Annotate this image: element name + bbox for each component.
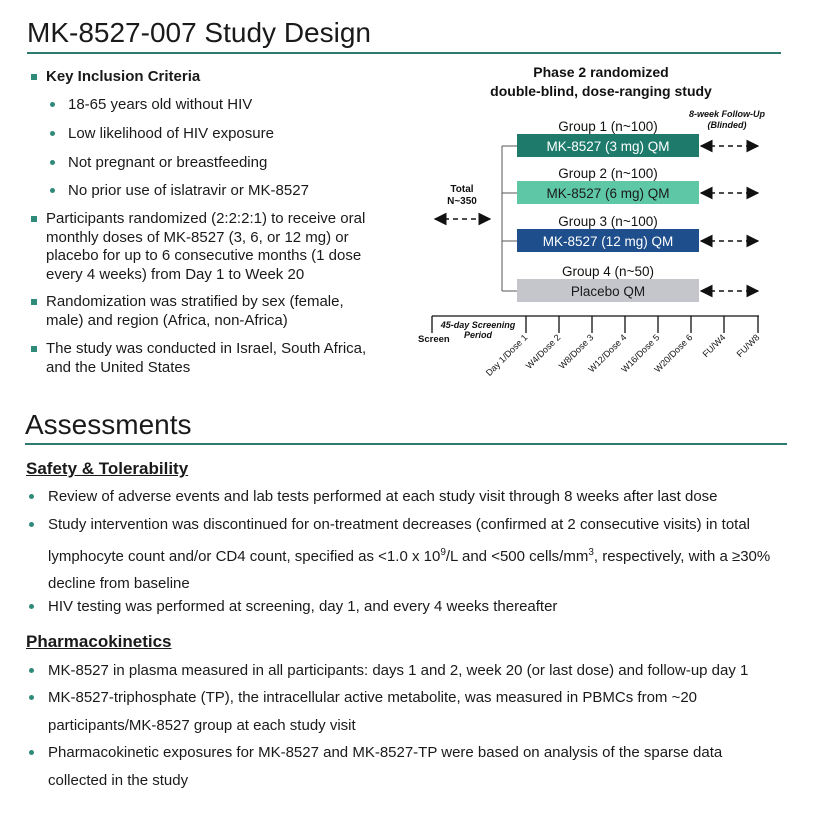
timeline-label: W12/Dose 4 (586, 332, 629, 375)
timeline-label: W20/Dose 6 (652, 332, 695, 375)
screen-label: Screen (418, 334, 450, 345)
bullet-dot (29, 494, 34, 499)
bullet-dot (29, 668, 34, 673)
pk-item: MK-8527-triphosphate (TP), the intracellular active metabolite, was measured in PBMCs from ~20 participants/MK-8527 group at each study visit (48, 689, 698, 734)
group-arm-label: Placebo QM (570, 284, 646, 299)
diagram-heading-line1: Phase 2 randomized (533, 64, 669, 80)
safety-item-text: Study intervention was discontinued for on-treatment decreases (confirmed at 2 consecutive visits) in total lymphocyte count and/or CD4 count, specified as <1.0 x 10 (48, 516, 751, 565)
timeline-label: W8/Dose 3 (556, 332, 596, 371)
bullet-dot (29, 604, 34, 609)
assessments-heading: Assessments (25, 409, 192, 440)
design-bullet-randomization: Participants randomized (2:2:2:1) to receive oral monthly doses of MK-8527 (3, 6, or 12 mg) or placebo for up to 6 consecutive months (1 dose every 4 weeks) from Day 1 to Week 20 (46, 210, 366, 283)
timeline-label: W16/Dose 5 (619, 332, 662, 375)
timeline-label: Day 1/Dose 1 (483, 332, 530, 378)
group-label: Group 4 (n~50) (562, 264, 654, 279)
diagram-heading-line2: double-blind, dose-ranging study (490, 83, 712, 99)
inclusion-item: Low likelihood of HIV exposure (68, 125, 274, 142)
pk-item: MK-8527 in plasma measured in all participants: days 1 and 2, week 20 (or last dose) and follow-up day 1 (48, 662, 749, 679)
study-design-diagram (0, 0, 820, 400)
group-label: Group 2 (n~100) (558, 166, 658, 181)
followup-label-line2: (Blinded) (707, 120, 747, 130)
page-title: MK-8527-007 Study Design (27, 17, 371, 48)
inclusion-item: 18-65 years old without HIV (68, 96, 253, 113)
inclusion-item: No prior use of islatravir or MK-8527 (68, 182, 309, 199)
design-bullet-stratification: Randomization was stratified by sex (female, male) and region (Africa, non-Africa) (46, 293, 344, 329)
assessments-divider (25, 443, 787, 445)
safety-item-discontinuation (48, 511, 803, 598)
timeline-label: FU/W4 (700, 332, 728, 360)
timeline-label: FU/W8 (734, 332, 762, 360)
total-label-line2: N~350 (447, 196, 477, 207)
inclusion-heading: Key Inclusion Criteria (46, 68, 201, 85)
bullet-dot (29, 695, 34, 700)
followup-label-line1: 8-week Follow-Up (688, 109, 766, 119)
screening-period-line1: 45-day Screening (440, 320, 516, 330)
total-label-line1: Total (450, 184, 474, 195)
pk-heading: Pharmacokinetics (26, 632, 172, 651)
timeline-label: W4/Dose 2 (523, 332, 563, 371)
safety-item-text: /L and <500 cells/mm (445, 547, 589, 565)
group-arm-label: MK-8527 (6 mg) QM (546, 186, 670, 201)
safety-item: Review of adverse events and lab tests performed at each study visit through 8 weeks after last dose (48, 488, 718, 505)
group-arm-label: MK-8527 (3 mg) QM (546, 139, 670, 154)
bullet-dot (29, 750, 34, 755)
superscript: 9 (440, 546, 446, 558)
safety-item-text: , respectively, with a ≥30% decline from baseline (48, 547, 771, 592)
design-bullet-locations: The study was conducted in Israel, South Africa, and the United States (46, 340, 367, 376)
inclusion-item: Not pregnant or breastfeeding (68, 154, 268, 171)
group-label: Group 1 (n~100) (558, 119, 658, 134)
bullet-dot (29, 522, 34, 527)
safety-item: HIV testing was performed at screening, day 1, and every 4 weeks thereafter (48, 598, 558, 615)
group-label: Group 3 (n~100) (558, 214, 658, 229)
screening-period-line2: Period (463, 330, 493, 340)
pk-item: Pharmacokinetic exposures for MK-8527 and MK-8527-TP were based on analysis of the sparse data collected in the study (48, 744, 723, 789)
safety-heading: Safety & Tolerability (26, 459, 189, 478)
superscript: 3 (588, 546, 594, 558)
group-arm-label: MK-8527 (12 mg) QM (542, 234, 674, 249)
